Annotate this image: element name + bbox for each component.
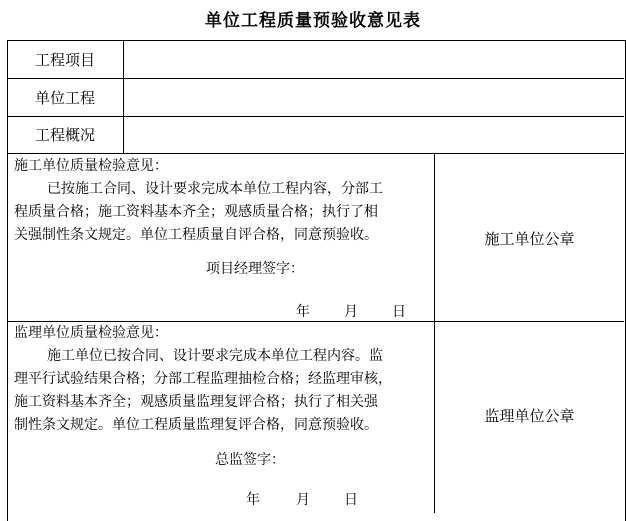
supervisor-heading: 监理单位质量检验意见： (14, 325, 168, 341)
project-label: 工程项目 (35, 51, 96, 69)
contractor-heading: 施工单位质量检验意见： (14, 158, 168, 174)
supervisor-opinion (14, 322, 434, 437)
supervisor-date-year: 年 (246, 492, 260, 508)
supervisor-signature-label: 总监签字： (215, 452, 285, 468)
unit-value-cell[interactable] (124, 79, 623, 116)
overview-label: 工程概况 (35, 126, 96, 144)
supervisor-date-day: 日 (344, 492, 358, 508)
supervisor-text-line: 施工单位已按合同、设计要求完成本单位工程内容。监 (47, 348, 383, 364)
contractor-text-line: 已按施工合同、设计要求完成本单位工程内容，分部工 (47, 181, 383, 197)
contractor-opinion (14, 155, 434, 247)
overview-value-cell[interactable] (124, 117, 623, 153)
contractor-date-day: 日 (392, 304, 406, 320)
supervisor-text-line: 制性条文规定。单位工程质量监理复评合格，同意预验收。 (14, 417, 378, 433)
contractor-date-year: 年 (296, 304, 310, 320)
contractor-date-month: 月 (344, 304, 358, 320)
row-divider (7, 153, 624, 154)
contractor-text-line: 关强制性条文规定。单位工程质量自评合格，同意预验收。 (14, 227, 378, 243)
supervisor-seal-label: 监理单位公章 (484, 407, 575, 425)
supervisor-text-line: 理平行试验结果合格；分部工程监理抽检合格；经监理审核， (14, 371, 392, 387)
supervisor-date-month: 月 (296, 492, 310, 508)
supervisor-text-line: 施工资料基本齐全；观感质量监理复评合格；执行了相关强 (14, 394, 378, 410)
form-title: 单位工程质量预验收意见表 (205, 11, 421, 31)
contractor-signature-label: 项目经理签字： (206, 261, 304, 277)
contractor-text-line: 程质量合格；施工资料基本齐全；观感质量合格；执行了相 (14, 204, 378, 220)
project-value-cell[interactable] (124, 41, 623, 78)
unit-label: 单位工程 (35, 89, 96, 107)
contractor-seal-label: 施工单位公章 (484, 230, 575, 248)
column-divider (434, 153, 435, 513)
